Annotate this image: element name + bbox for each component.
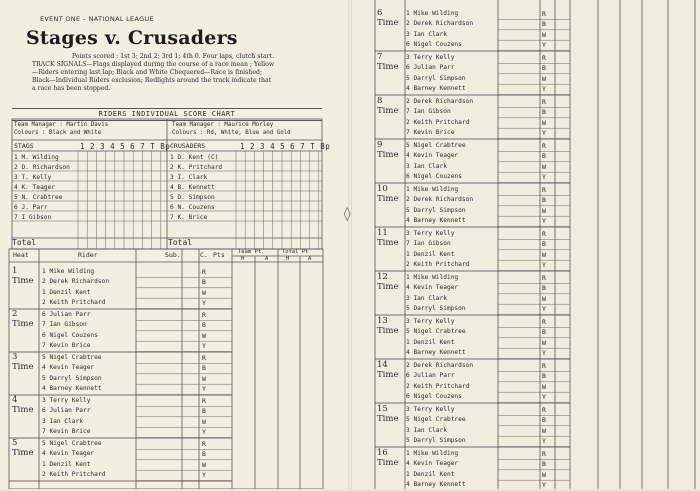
rider-name: 4 B. Kennett: [170, 184, 215, 191]
heat-number: [12, 266, 33, 286]
heat-number: [12, 309, 33, 329]
binding-clip-icon: ◊: [343, 206, 352, 222]
match-title: Stages v. Crusaders: [26, 27, 238, 49]
heat-rider-name: 2 Derek Richardson: [406, 362, 474, 369]
rider-name: 4 K. Teager: [14, 184, 55, 191]
heat-rider-name: 5 Nigel Crabtree: [42, 440, 102, 447]
stags-ride-numbers: 1 2 3 4 5 6 7 T Bp: [80, 142, 171, 151]
heat-rider-name: 1 Mike Wilding: [406, 10, 459, 17]
helmet-colour: B: [542, 460, 546, 469]
helmet-colour: B: [542, 416, 546, 425]
heat-number-value: 3: [12, 352, 18, 362]
heat-grid-right: [350, 0, 700, 489]
rider-name: 7 I Gibson: [14, 214, 52, 221]
heat-rider-name: 6 Nigel Couzens: [406, 41, 462, 49]
time-label: Time: [377, 150, 399, 160]
crusaders-manager: Team Manager : Maurice Morley: [172, 122, 274, 128]
team-home-header: H: [241, 256, 245, 262]
book-spine: [348, 0, 352, 489]
helmet-colour: R: [542, 142, 546, 150]
helmet-colours: [542, 9, 546, 51]
heat-rider-name: 1 Mike Wilding: [406, 274, 459, 281]
helmet-colours: [202, 396, 206, 438]
time-label: Time: [377, 282, 399, 292]
helmet-colour: B: [202, 321, 206, 330]
helmet-colour: Y: [202, 342, 206, 351]
heat-rider-name: 6 Julian Parr: [406, 372, 455, 380]
heat-rider-name: 3 Terry Kelly: [406, 406, 455, 413]
heat-number: [12, 352, 33, 372]
heat-number: [377, 404, 398, 424]
helmet-colour: R: [542, 318, 546, 326]
heat-number: [377, 448, 398, 468]
heat-rider-name: 4 Kevin Teager: [42, 450, 95, 458]
helmet-colour: R: [542, 450, 546, 458]
heat-rider-name: 3 Ian Clark: [406, 30, 447, 38]
crusaders-total-label: Total: [168, 238, 193, 247]
helmet-colour: W: [542, 250, 546, 259]
heat-rider-name: 2 Keith Pritchard: [406, 261, 470, 269]
heat-number-value: 8: [377, 96, 383, 106]
heat-rider-name: 2 Keith Pritchard: [406, 118, 470, 126]
rider-name: 2 K. Pritchard: [170, 164, 223, 171]
heat-rider-name: 6 Julian Parr: [42, 407, 91, 415]
heat-number-value: 6: [377, 8, 383, 18]
time-label: Time: [377, 62, 399, 72]
heat-rider-name: 2 Keith Pritchard: [42, 299, 106, 307]
helmet-colours: [202, 353, 206, 395]
heat-rider-name: 7 Kevin Brice: [406, 129, 455, 137]
helmet-colour: Y: [542, 481, 546, 490]
heat-rider-name: 4 Barney Kennett: [406, 481, 466, 489]
heat-number-value: 7: [377, 52, 383, 62]
helmet-colour: R: [202, 397, 206, 405]
heat-rider-name: 5 Nigel Crabtree: [42, 354, 102, 361]
helmet-colour: Y: [542, 129, 546, 138]
helmet-colours: [542, 141, 546, 183]
heat-riders: [406, 449, 466, 491]
heat-rider-name: 6 Nigel Couzens: [406, 393, 462, 401]
rider-name: 1 M. Wilding: [14, 154, 59, 161]
heat-rider-name: 4 Kevin Teager: [406, 460, 459, 468]
event-heading: EVENT ONE – NATIONAL LEAGUE: [40, 15, 154, 23]
helmet-colour: Y: [542, 349, 546, 358]
heat-rider-name: 1 Mike Wilding: [406, 450, 459, 457]
heat-number: [377, 184, 398, 204]
rules-line: —Riders entering last lap; Black and White Chequered—Race is finished;: [32, 69, 263, 76]
heat-riders: [42, 310, 98, 352]
helmet-colours: [202, 439, 206, 481]
stags-total-label: Total: [12, 238, 37, 247]
heat-riders: [42, 396, 90, 438]
helmet-colour: W: [542, 338, 546, 347]
time-label: Time: [377, 458, 399, 468]
helmet-colour: W: [542, 294, 546, 303]
heat-rider-name: 2 Keith Pritchard: [406, 382, 470, 390]
heat-rider-name: 5 Darryl Simpson: [406, 437, 466, 445]
heat-rider-name: 1 Denzil Kent: [42, 460, 91, 468]
heat-rider-name: 5 Nigel Crabtree: [406, 416, 466, 424]
time-label: Time: [377, 370, 399, 380]
heat-number: [377, 360, 398, 380]
stags-colours: Colours : Black and White: [14, 130, 102, 136]
heat-number: [377, 8, 398, 28]
heat-riders: [406, 405, 466, 447]
heat-rider-name: 7 Ian Gibson: [406, 240, 451, 248]
heat-number: [12, 438, 33, 458]
heat-rider-name: 2 Derek Richardson: [406, 20, 474, 28]
helmet-colours: [542, 449, 546, 491]
helmet-colour: Y: [542, 305, 546, 314]
helmet-colour: W: [542, 470, 546, 479]
heat-rider-name: 3 Ian Clark: [406, 162, 447, 170]
helmet-colour: B: [542, 372, 546, 381]
helmet-colour: W: [202, 374, 206, 383]
helmet-colour: Y: [542, 41, 546, 50]
time-label: Time: [12, 448, 34, 458]
heat-rider-name: 4 Barney Kennett: [406, 349, 466, 357]
rider-name: 3 I. Clark: [170, 174, 208, 181]
heat-number: [377, 52, 398, 72]
helmet-colour: W: [542, 118, 546, 127]
helmet-colour: R: [542, 10, 546, 18]
heat-number-value: 14: [377, 360, 388, 370]
rider-name: 2 D. Richardson: [14, 164, 70, 171]
helmet-colour: B: [542, 240, 546, 249]
heat-riders: [406, 97, 473, 139]
heat-rider-name: 3 Terry Kelly: [406, 54, 455, 61]
team-away-header: A: [265, 256, 269, 262]
helmet-colour: R: [202, 440, 206, 448]
heat-rider-name: 1 Denzil Kent: [406, 250, 455, 258]
heat-rider-name: 1 Denzil Kent: [42, 288, 91, 296]
heat-rider-name: 4 Barney Kennett: [42, 385, 102, 393]
sub-column-header: Sub.: [165, 251, 181, 259]
helmet-colour: R: [542, 98, 546, 106]
helmet-colour: Y: [542, 85, 546, 94]
heat-rider-name: 4 Kevin Teager: [406, 152, 459, 160]
helmet-colour: B: [542, 196, 546, 205]
rules-line: TRACK SIGNALS—Flags displayed during the course of a race mean ; Yellow: [32, 61, 275, 68]
helmet-colour: Y: [542, 173, 546, 182]
rules-line: a race has been stopped.: [32, 85, 111, 92]
heat-rider-name: 3 Terry Kelly: [406, 230, 455, 237]
rider-name: 5 D. Simpson: [170, 194, 215, 201]
heat-rider-name: 2 Derek Richardson: [406, 196, 474, 204]
helmet-colour: R: [542, 274, 546, 282]
helmet-colour: B: [202, 278, 206, 287]
helmet-colours: [202, 310, 206, 352]
helmet-colour: Y: [202, 471, 206, 480]
helmet-colour: B: [542, 152, 546, 161]
helmet-colour: R: [542, 362, 546, 370]
heat-rider-name: 4 Kevin Teager: [406, 284, 459, 292]
heat-number-value: 4: [12, 395, 18, 405]
helmet-colour: W: [202, 417, 206, 426]
total-away-header: A: [308, 256, 312, 262]
crusaders-heading: CRUSADERS: [170, 142, 206, 150]
time-label: Time: [377, 326, 399, 336]
helmet-colour: B: [542, 64, 546, 73]
crusaders-colours: Colours : Rd, White, Blue and Gold: [172, 130, 291, 136]
heat-rider-name: 1 Denzil Kent: [406, 338, 455, 346]
rider-name: 5 N. Crabtree: [14, 194, 63, 201]
heat-number: [377, 316, 398, 336]
heat-riders: [406, 141, 466, 183]
time-label: Time: [12, 276, 34, 286]
score-chart-title: RIDERS INDIVIDUAL SCORE CHART: [12, 108, 322, 121]
helmet-colour: R: [542, 230, 546, 238]
heat-number: [377, 140, 398, 160]
heat-number-value: 16: [377, 448, 388, 458]
heat-riders: [406, 9, 473, 51]
helmet-colour: W: [542, 74, 546, 83]
rider-column-header: Rider: [78, 251, 98, 259]
time-label: Time: [377, 238, 399, 248]
rules-line: Points scored : 1st 3; 2nd 2; 3rd 1; 4th 0. Four laps, clutch start.: [72, 53, 275, 60]
total-home-header: H: [286, 256, 290, 262]
helmet-colours: [542, 229, 546, 271]
heat-number-value: 12: [377, 272, 388, 282]
helmet-colour: B: [202, 407, 206, 416]
heat-number-value: 9: [377, 140, 383, 150]
heat-rider-name: 5 Darryl Simpson: [406, 305, 466, 313]
heat-riders: [406, 273, 466, 315]
heat-rider-name: 3 Terry Kelly: [42, 397, 91, 404]
time-label: Time: [12, 319, 34, 329]
heat-riders: [42, 267, 109, 309]
helmet-colour: B: [542, 20, 546, 29]
helmet-colour: R: [542, 406, 546, 414]
heat-riders: [406, 53, 466, 95]
helmet-colours: [542, 53, 546, 95]
helmet-colour: W: [542, 382, 546, 391]
rider-name: 6 N. Couzens: [170, 204, 215, 211]
helmet-colour: R: [202, 268, 206, 276]
helmet-colour: R: [542, 54, 546, 62]
heat-rider-name: 1 Mike Wilding: [406, 186, 459, 193]
heat-number: [12, 395, 33, 415]
heat-number: [377, 96, 398, 116]
heat-rider-name: 4 Barney Kennett: [406, 217, 466, 225]
heat-rider-name: 6 Nigel Couzens: [406, 173, 462, 181]
helmet-colour: W: [542, 30, 546, 39]
heat-rider-name: 5 Nigel Crabtree: [406, 328, 466, 336]
left-page: [0, 0, 350, 489]
rules-line: Black—Individual Riders exclusion; Redlights around the track indicate that: [32, 77, 272, 84]
helmet-colours: [542, 405, 546, 447]
heat-number-value: 2: [12, 309, 18, 319]
pts-column-header: Pts: [213, 251, 225, 259]
c-column-header: C.: [200, 251, 208, 259]
heat-rider-name: 5 Nigel Crabtree: [406, 142, 466, 149]
helmet-colour: Y: [542, 393, 546, 402]
heat-rider-name: 5 Darryl Simpson: [42, 374, 102, 382]
helmet-colour: W: [542, 162, 546, 171]
helmet-colour: B: [542, 108, 546, 117]
rider-name: 6 J. Parr: [14, 204, 48, 211]
stags-heading: STAGS: [14, 142, 34, 150]
heat-rider-name: 5 Darryl Simpson: [406, 74, 466, 82]
stags-manager: Team Manager : Martin Davis: [14, 122, 109, 128]
heat-number-value: 15: [377, 404, 388, 414]
heat-rider-name: 6 Nigel Couzens: [42, 331, 98, 339]
heat-rider-name: 6 Julian Parr: [42, 311, 91, 318]
heat-number: [377, 228, 398, 248]
helmet-colour: Y: [202, 299, 206, 308]
team-pt-header: Team Pt.: [238, 249, 265, 255]
helmet-colour: W: [202, 331, 206, 340]
heat-number-value: 10: [377, 184, 388, 194]
helmet-colour: Y: [542, 217, 546, 226]
helmet-colour: Y: [542, 437, 546, 446]
helmet-colour: B: [542, 328, 546, 337]
time-label: Time: [377, 106, 399, 116]
helmet-colour: B: [202, 364, 206, 373]
helmet-colours: [542, 273, 546, 315]
heat-number-value: 11: [377, 228, 388, 238]
heat-rider-name: 7 Ian Gibson: [406, 108, 451, 116]
heat-riders: [406, 317, 466, 359]
rider-name: 1 D. Kent (C): [170, 154, 219, 161]
helmet-colour: W: [202, 288, 206, 297]
helmet-colour: W: [202, 460, 206, 469]
heat-number: [377, 272, 398, 292]
helmet-colour: Y: [202, 428, 206, 437]
heat-rider-name: 7 Ian Gibson: [42, 321, 87, 329]
heat-rider-name: 4 Kevin Teager: [42, 364, 95, 372]
heat-rider-name: 6 Julian Parr: [406, 64, 455, 72]
helmet-colour: R: [202, 354, 206, 362]
rider-name: 3 T. Kelly: [14, 174, 52, 181]
heat-riders: [406, 229, 469, 271]
helmet-colour: R: [542, 186, 546, 194]
heat-rider-name: 4 Barney Kennett: [406, 85, 466, 93]
rider-name: 7 K. Brice: [170, 214, 208, 221]
heat-rider-name: 3 Ian Clark: [406, 294, 447, 302]
time-label: Time: [377, 414, 399, 424]
time-label: Time: [12, 362, 34, 372]
heat-rider-name: 2 Keith Pritchard: [42, 471, 106, 479]
helmet-colour: Y: [542, 261, 546, 270]
helmet-colour: B: [542, 284, 546, 293]
total-pt-header: Total Pt: [282, 249, 309, 255]
helmet-colour: R: [202, 311, 206, 319]
time-label: Time: [377, 18, 399, 28]
heat-riders: [406, 185, 473, 227]
heat-rider-name: 7 Kevin Brice: [42, 342, 91, 350]
heat-riders: [42, 353, 102, 395]
helmet-colour: B: [202, 450, 206, 459]
heat-number-value: 13: [377, 316, 388, 326]
helmet-colours: [542, 317, 546, 359]
helmet-colour: Y: [202, 385, 206, 394]
heat-riders: [406, 361, 473, 403]
heat-rider-name: 2 Derek Richardson: [42, 278, 110, 286]
helmet-colours: [202, 267, 206, 309]
heat-column-header: Heat: [13, 251, 29, 259]
heat-rider-name: 3 Ian Clark: [42, 417, 83, 425]
helmet-colour: W: [542, 206, 546, 215]
heat-rider-name: 1 Denzil Kent: [406, 470, 455, 478]
heat-rider-name: 3 Terry Kelly: [406, 318, 455, 325]
time-label: Time: [12, 405, 34, 415]
heat-rider-name: 3 Ian Clark: [406, 426, 447, 434]
heat-rider-name: 7 Kevin Brice: [42, 428, 91, 436]
heat-rider-name: 2 Derek Richardson: [406, 98, 474, 105]
heat-rider-name: 1 Mike Wilding: [42, 268, 95, 275]
heat-number-value: 5: [12, 438, 18, 448]
heat-number-value: 1: [12, 266, 18, 276]
time-label: Time: [377, 194, 399, 204]
crusaders-ride-numbers: 1 2 3 4 5 6 7 T Bp: [240, 142, 331, 151]
heat-riders: [42, 439, 105, 481]
helmet-colours: [542, 361, 546, 403]
helmet-colours: [542, 185, 546, 227]
heat-rider-name: 5 Darryl Simpson: [406, 206, 466, 214]
helmet-colour: W: [542, 426, 546, 435]
helmet-colours: [542, 97, 546, 139]
right-page: [350, 0, 700, 489]
